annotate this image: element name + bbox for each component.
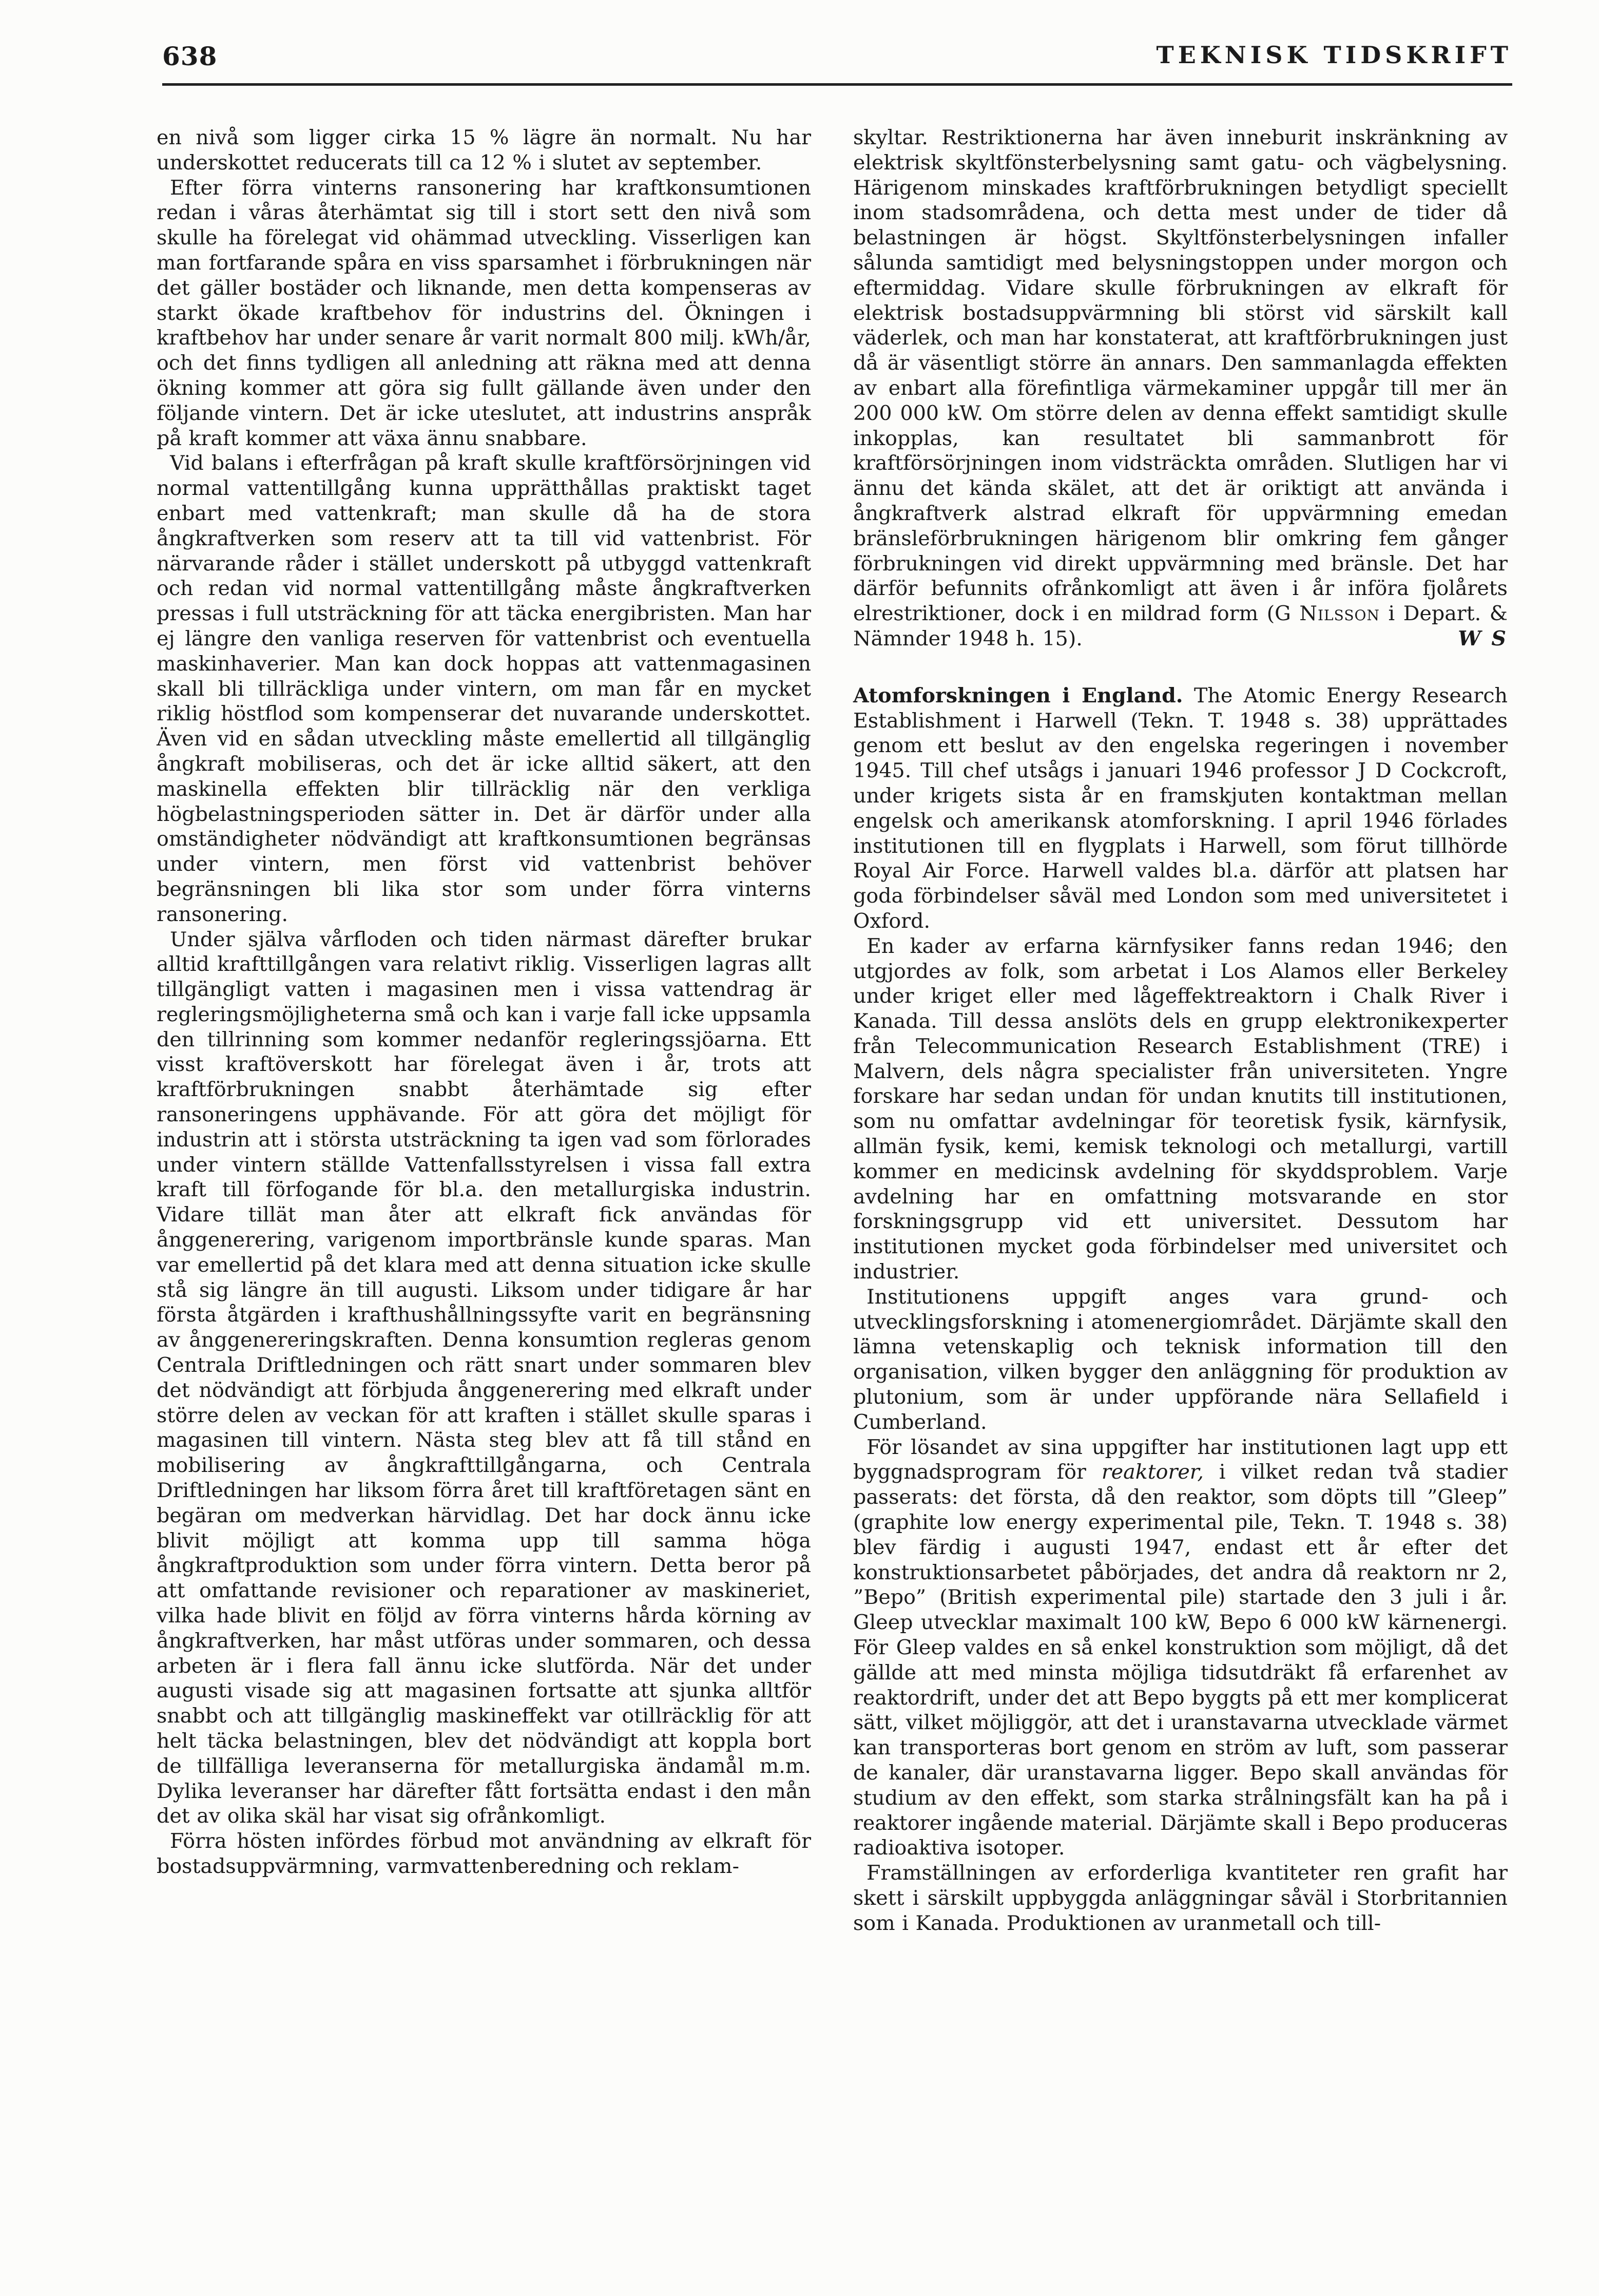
paragraph: En kader av erfarna kärnfysiker fanns redan 1946; den utgjordes av folk, som arbetat i Los Alamos eller Berkeley under kriget eller med lågeffektreaktorn i Chalk River i Kanada. Till dessa anslöts dels en grupp elektronikexperter från Telecommunication Research Establishment (TRE) i Malvern, dels några specialister från universiteten. Yngre forskare har sedan undan för undan knutits till institutionen, som nu omfattar avdelningar för teoretisk fysik, kärnfysik, allmän fysik, kemi, kemisk teknologi och metallurgi, vartill kommer en medicinsk avdelning för skyddsproblem. Varje avdelning har en omfattning motsvarande en stor forskningsgrupp vid ett universitet. Dessutom har institutionen mycket goda förbindelser med universitet och industrier. [853,934,1508,1284]
paragraph [853,125,1508,652]
author-name: Nilsson [1299,602,1380,626]
paragraph: Vid balans i efterfrågan på kraft skulle kraftförsörjningen vid normal vattentillgång kunna upprätthållas praktiskt taget enbart med vattenkraft; man skulle då ha de stora ångkraftverken som reserv att ta till vid vattenbrist. För närvarande råder i stället underskott på utbyggd vattenkraft och redan vid normal vattentillgång måste ångkraftverken pressas i full utsträckning för att täcka energibristen. Man har ej längre den vanliga reserven för vattenbrist och eventuella maskinhaverier. Man kan dock hoppas att vattenmagasinen skall bli tillräckliga under vintern, om man får en mycket riklig höstflod som kompenserar det nuvarande underskottet. Även vid en sådan utveckling måste emellertid all tillgänglig ångkraft mobiliseras, och det är icke alltid säkert, att den maskinella effekten blir tillräcklig när den verkliga högbelastningsperioden sätter in. Det är därför under alla omständigheter nödvändigt att kraftkonsumtionen begränsas under vintern, men först vid vattenbrist behöver begränsningen bli lika stor som under förra vinterns ransonering. [157,451,811,926]
paragraph: Institutionens uppgift anges vara grund- och utvecklingsforskning i atomenergiområdet. Därjämte skall den lämna vetenskaplig och teknisk information till den organisation, vilken bygger den anläggning för produktion av plutonium, som är under uppförande nära Sellafield i Cumberland. [853,1285,1508,1434]
paragraph: en nivå som ligger cirka 15 % lägre än normalt. Nu har underskottet reducerats till ca 12 % i slutet av september. [157,126,811,175]
left-column [157,125,811,1879]
author-signature: W S [1458,626,1508,650]
citation-text: i Depart. & Nämnder 1948 h. 15). [853,602,1508,650]
paragraph-text: i vilket redan två stadier passerats: det första, då den reaktor, som döpts till ”Gleep” (graphite low energy experimental pile, Tekn. T. 1948 s. 38) blev färdig i augusti 1947, endast ett år efter det konstruktionsarbetet påbörjades, det andra då reaktorn nr 2, ”Bepo” (British experimental pile) startade den 3 juli i år. Gleep utvecklar maximalt 100 kW, Bepo 6 000 kW kärnenergi. För Gleep valdes en så enkel konstruktion som möjligt, då det gällde att med minsta möjliga tidsutdräkt få erfarenhet av reaktordrift, under det att Bepo byggts på ett mer komplicerat sätt, vilket möjliggör, att det i uranstavarna utvecklade värmet kan transporteras bort genom en ström av luft, som passerar de kanaler, där uranstavarna ligger. Bepo skall användas för studium av den effekt, som starka strålningsfält kan ha på i reaktorer ingående material. Därjämte skall i Bepo produceras radioaktiva isotoper. [853,1460,1508,1860]
section-heading: Atomforskningen i England. [853,683,1183,707]
journal-title: TEKNISK TIDSKRIFT [1156,41,1512,69]
page-number: 638 [162,41,218,71]
paragraph [853,1435,1508,1861]
right-column [853,125,1508,1936]
section-paragraph [853,683,1508,934]
emphasized-term: reaktorer, [1101,1460,1204,1484]
page-header [162,41,1512,79]
header-rule [162,83,1512,86]
paragraph: Framställningen av erforderliga kvantiteter ren grafit har skett i särskilt uppbyggda anläggningar såväl i Storbritannien som i Kanada. Produktionen av uranmetall och till- [853,1861,1508,1935]
paragraph-text: skyltar. Restriktionerna har även inneburit inskränkning av elektrisk skyltfönsterbelysning samt gatu- och vägbelysning. Härigenom minskades kraftförbrukningen betydligt speciellt inom stadsområdena, och detta mest under de tider då belastningen är högst. Skyltfönsterbelysningen infaller sålunda samtidigt med belysningstoppen under morgon och eftermiddag. Vidare skulle förbrukningen av elkraft för elektrisk bostadsuppvärmning bli störst vid särskilt kall väderlek, och man har konstaterat, att kraftförbrukningen just då är väsentligt större än annars. Den sammanlagda effekten av enbart alla förefintliga värmekaminer uppgår till mer än 200 000 kW. Om större delen av denna effekt samtidigt skulle inkopplas, kan resultatet bli sammanbrott för kraftförsörjningen inom vidsträckta områden. Slutligen har vi ännu det kända skälet, att det är oriktigt att använda i ångkraftverk alstrad elkraft för uppvärmning emedan bränsleförbrukningen härigenom blir omkring fem gånger förbrukningen vid direkt uppvärmning med bränsle. Det har därför befunnits ofrånkomligt att även i år införa fjolårets elrestriktioner, dock i en mildrad form (G [853,126,1508,626]
paragraph: Efter förra vinterns ransonering har kraftkonsumtionen redan i våras återhämtat sig till i stort sett den nivå som skulle ha förelegat vid ohämmad utveckling. Visserligen kan man fortfarande spåra en viss sparsamhet i förbrukningen när det gäller bostäder och liknande, men detta kompenseras av starkt ökade kraftbehov för industrins del. Ökningen i kraftbehov har under senare år varit normalt 800 milj. kWh/år, och det finns tydligen all anledning att räkna med att denna ökning kommer att göra sig fullt gällande även under den följande vintern. Det är icke uteslutet, att industrins anspråk på kraft kommer att växa ännu snabbare. [157,176,811,450]
paragraph-text: För lösandet av sina uppgifter har institutionen lagt upp ett byggnadsprogram för [853,1435,1508,1484]
paragraph: Under själva vårfloden och tiden närmast därefter brukar alltid krafttillgången vara relativt riklig. Visserligen lagras allt tillgängligt vatten i magasinen men i vissa vattendrag är regleringsmöjligheterna små och kan i varje fall icke uppsamla den tillrinning som kommer nedanför regleringssjöarna. Ett visst kraftöverskott har förelegat även i år, trots att kraftförbrukningen snabbt återhämtade sig efter ransoneringens upphävande. För att göra det möjligt för industrin att i största utsträckning ta igen vad som förlorades under vintern ställde Vattenfallsstyrelsen i vissa fall extra kraft till förfogande för bl.a. den metallurgiska industrin. Vidare tillät man åter att elkraft fick användas för ånggenerering, varigenom importbränsle kunde sparas. Man var emellertid på det klara med att denna situation icke skulle stå sig längre än till augusti. Liksom under tidigare år har första åtgärden i krafthushållningssyfte varit en begränsning av ånggenereringskraften. Denna konsumtion regleras genom Centrala Driftledningen och rätt snart under sommaren blev det nödvändigt att förbjuda ånggenerering med elkraft under större delen av veckan för att kraften i stället skulle sparas i magasinen till vintern. Nästa steg blev att få till stånd en mobilisering av ångkrafttillgångarna, och Centrala Driftledningen har liksom förra året till kraftföretagen sänt en begäran om medverkan härvidlag. Det har dock ännu icke blivit möjligt att komma upp till samma höga ångkraftproduktion som under förra vintern. Detta beror på att omfattande revisioner och reparationer av maskineriet, vilka hade blivit en följd av förra vinterns hårda körning av ångkraftverken, har måst utföras under sommaren, och dessa arbeten är i flera fall ännu icke slutförda. När det under augusti visade sig att magasinen fortsatte att sjunka alltför snabbt och att tillgänglig maskineffekt var otillräcklig för att helt täcka belastningen, blev det nödvändigt att koppla bort de tillfälliga leveranserna för metallurgiska ändamål m.m. Dylika leveranser har därefter fått fortsätta endast i den mån det av olika skäl har visat sig ofrånkomligt. [157,927,811,1828]
paragraph: Förra hösten infördes förbud mot användning av elkraft för bostadsuppvärmning, varmvattenberedning och reklam- [157,1829,811,1878]
paragraph-text: The Atomic Energy Research Establishment i Harwell (Tekn. T. 1948 s. 38) upprättades genom ett beslut av den engelska regeringen i november 1945. Till chef utsågs i januari 1946 professor J D Cockcroft, under krigets sista år en framskjuten kontaktman mellan engelsk och amerikansk atomforskning. I april 1946 förlades institutionen till en flygplats i Harwell, som förut tillhörde Royal Air Force. Harwell valdes bl.a. därför att platsen har goda förbindelser såväl med London som med universitetet i Oxford. [853,683,1508,933]
